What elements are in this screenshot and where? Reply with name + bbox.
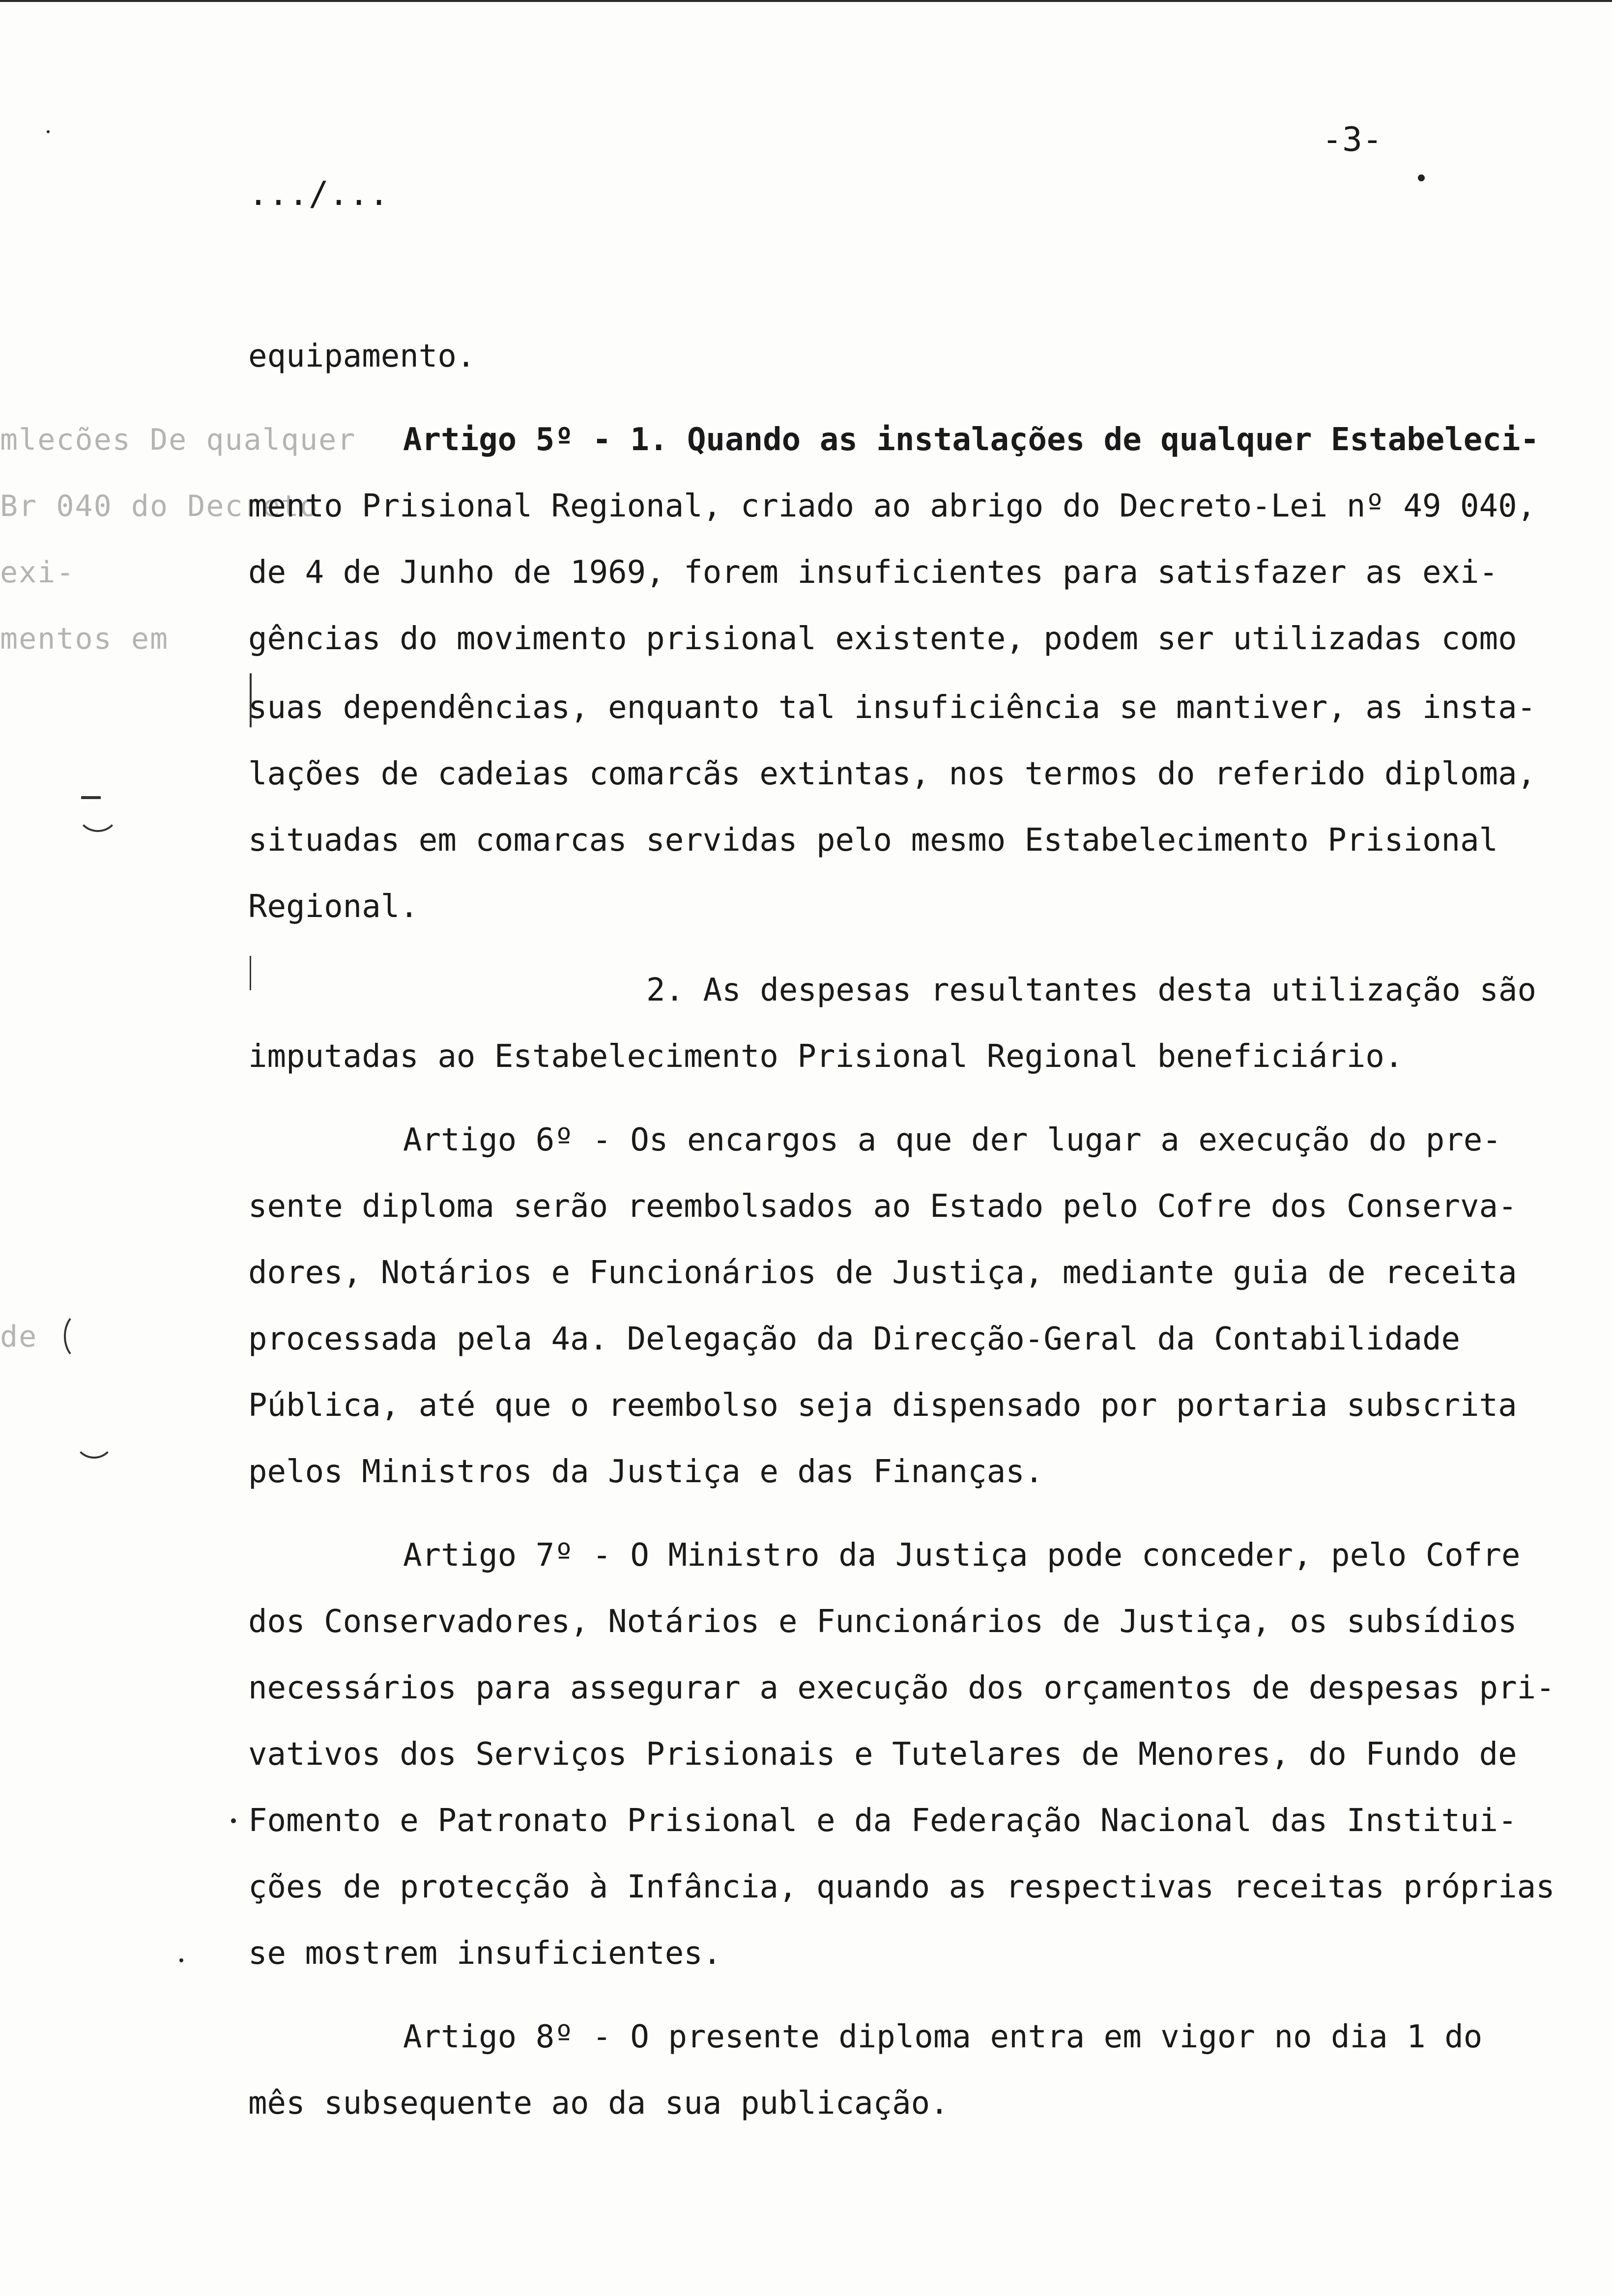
article-7-heading-line: Artigo 7º - O Ministro da Justiça pode conceder, pelo Cofre xyxy=(403,1537,1521,1574)
body-line: processada pela 4a. Delegação da Direcção-Geral da Contabilidade xyxy=(248,1321,1460,1357)
page-number: -3- xyxy=(1322,120,1382,159)
body-line: pelos Ministros da Justiça e das Finanças. xyxy=(248,1454,1044,1490)
body-line: Pública, até que o reembolso seja dispensado por portaria subscrita xyxy=(248,1387,1517,1424)
body-line: mês subsequente ao da sua publicação. xyxy=(248,2085,949,2122)
body-line: necessários para assegurar a execução dos orçamentos de despesas pri- xyxy=(248,1670,1555,1706)
margin-artifact: mentos em xyxy=(0,622,169,656)
body-line: vativos dos Serviços Prisionais e Tutelares de Menores, do Fundo de xyxy=(248,1736,1517,1773)
body-line: lações de cadeias comarcãs extintas, nos termos do referido diploma, xyxy=(248,756,1536,792)
margin-artifact: mlecões De qualquer xyxy=(0,423,356,457)
body-line: se mostrem insuficientes. xyxy=(248,1935,722,1972)
scan-dot xyxy=(231,1818,236,1823)
body-line: dos Conservadores, Notários e Funcionários de Justiça, os subsídios xyxy=(248,1604,1517,1640)
body-line: sente diploma serão reembolsados ao Estado pelo Cofre dos Conserva- xyxy=(248,1188,1517,1225)
body-line: equipamento. xyxy=(248,338,476,374)
continuation-marker: .../... xyxy=(248,174,389,213)
article-5-heading-line: Artigo 5º - 1. Quando as instalações de qualquer Estabeleci- xyxy=(403,422,1539,458)
article-8-heading-line: Artigo 8º - O presente diploma entra em vigor no dia 1 do xyxy=(403,2019,1483,2055)
scan-curve xyxy=(76,801,119,832)
body-line: de 4 de Junho de 1969, forem insuficientes para satisfazer as exi- xyxy=(248,554,1498,591)
body-line: gências do movimento prisional existente, podem ser utilizadas como xyxy=(248,621,1517,657)
body-line: Regional. xyxy=(248,889,419,925)
scan-dot xyxy=(1418,174,1425,181)
body-line: 2. As despesas resultantes desta utilização são xyxy=(646,972,1536,1008)
scan-dash xyxy=(81,796,101,799)
scan-curve xyxy=(74,1435,115,1459)
body-line: imputadas ao Estabelecimento Prisional Regional beneficiário. xyxy=(248,1038,1404,1075)
body-line: suas dependências, enquanto tal insuficiência se mantiver, as insta- xyxy=(248,689,1536,726)
body-line: Fomento e Patronato Prisional e da Federação Nacional das Institui- xyxy=(248,1803,1517,1839)
scan-dot xyxy=(179,1958,183,1962)
scan-line xyxy=(250,956,251,990)
body-line: dores, Notários e Funcionários de Justiça, mediante guia de receita xyxy=(248,1255,1517,1291)
margin-artifact: de xyxy=(0,1320,38,1354)
margin-artifact: Br 040 do Decreto xyxy=(0,489,319,523)
top-border-rule xyxy=(0,0,1612,2)
body-line: ções de protecção à Infância, quando as respectivas receitas próprias xyxy=(248,1869,1555,1905)
article-6-heading-line: Artigo 6º - Os encargos a que der lugar a execução do pre- xyxy=(403,1122,1501,1158)
margin-artifact: exi- xyxy=(0,555,94,590)
scan-paren xyxy=(64,1312,97,1360)
body-line: mento Prisional Regional, criado ao abrigo do Decreto-Lei nº 49 040, xyxy=(248,488,1536,524)
body-line: situadas em comarcas servidas pelo mesmo Estabelecimento Prisional xyxy=(248,822,1498,859)
scan-dot xyxy=(47,130,50,133)
